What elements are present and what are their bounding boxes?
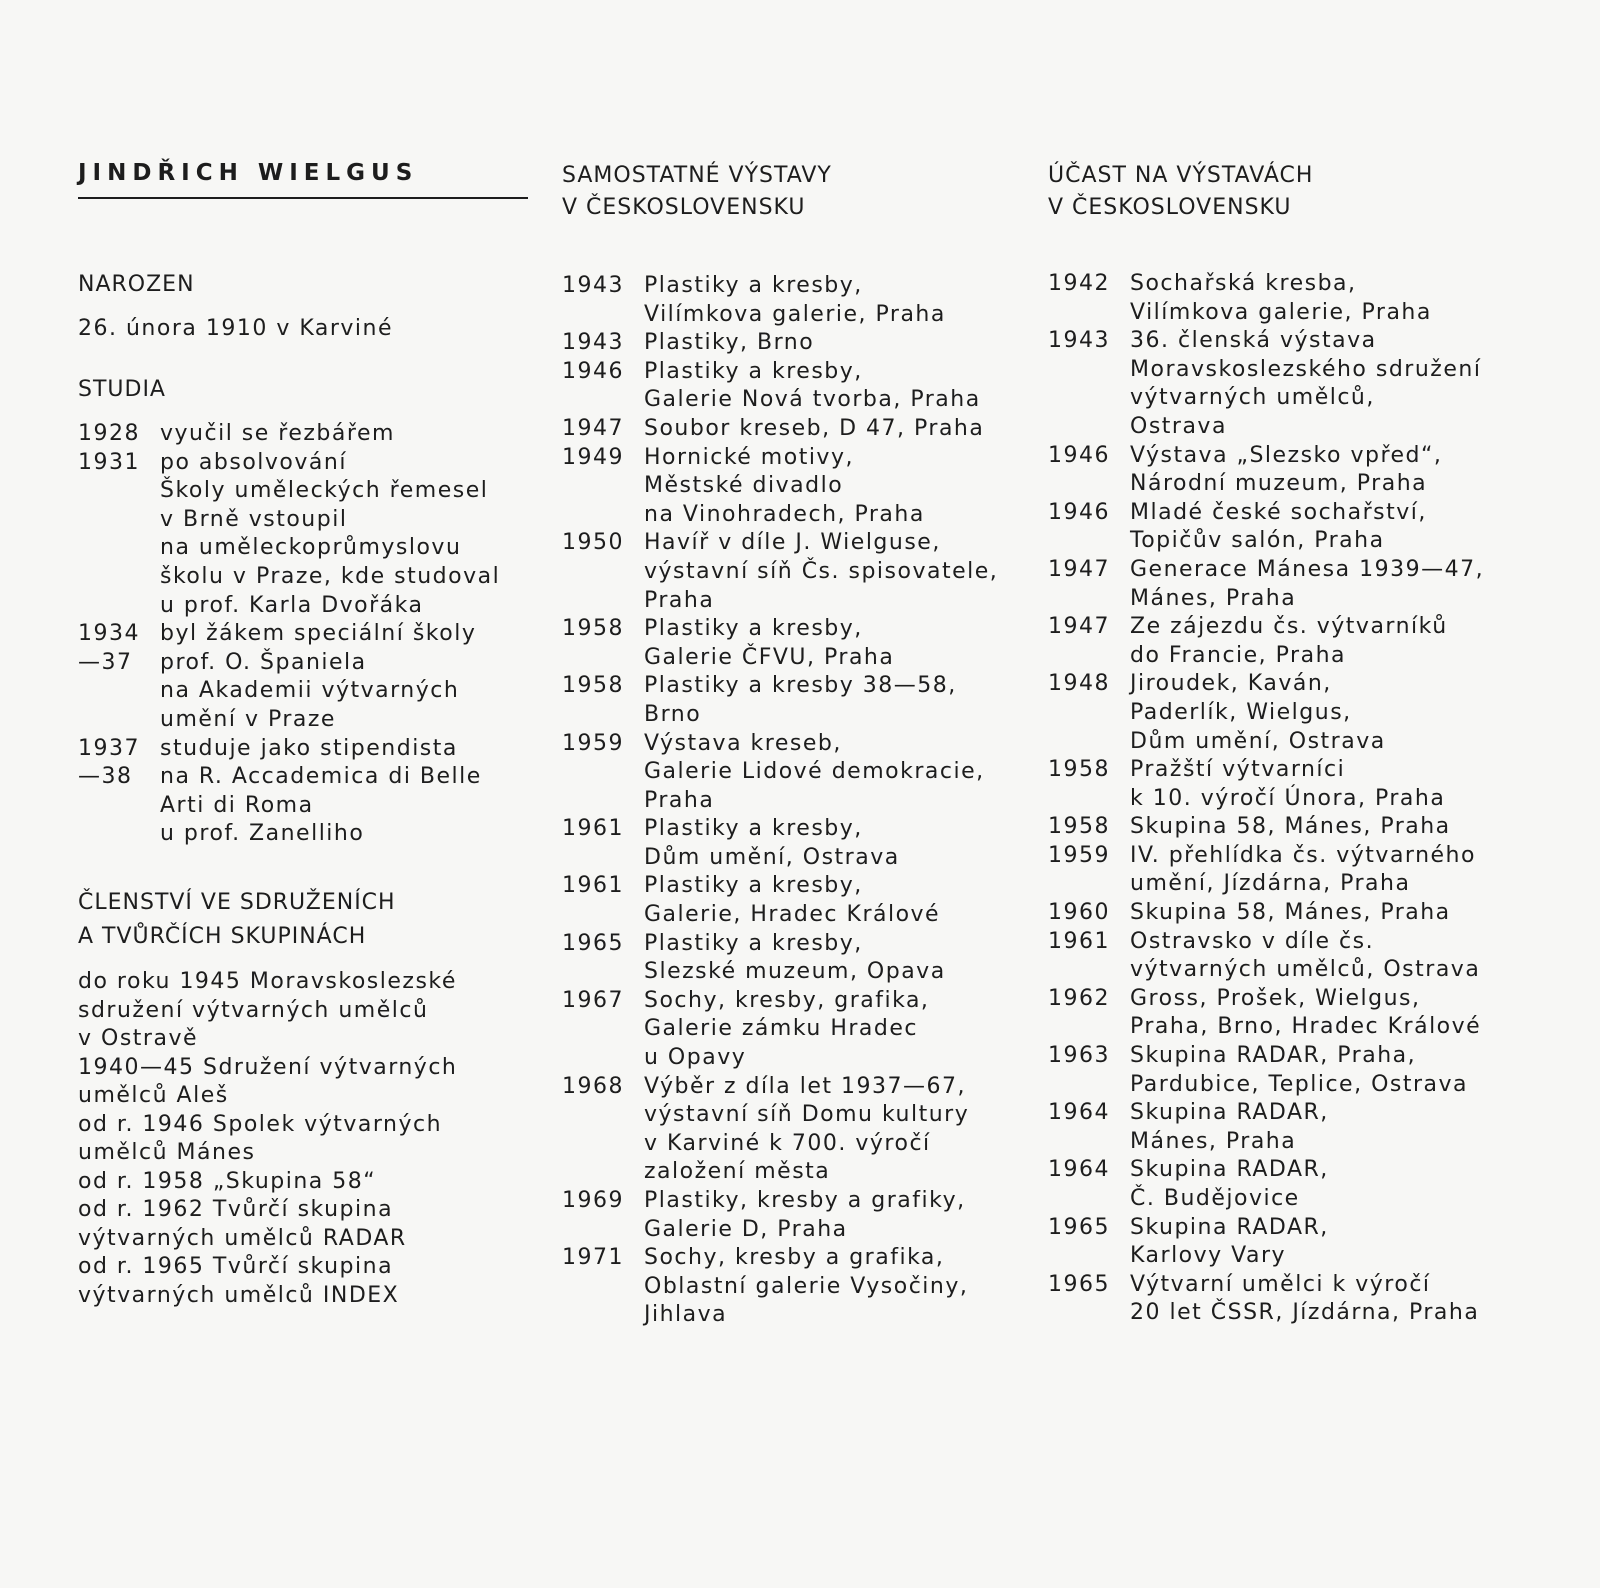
entry-line: Karlovy Vary <box>1130 1243 1287 1269</box>
entry-year: 1947 <box>1048 614 1110 640</box>
entry-year: 1958 <box>1048 814 1110 840</box>
entry-text <box>160 620 476 649</box>
entry-text <box>644 815 900 872</box>
entry-line: Galerie, Hradec Králové <box>644 902 941 928</box>
entry-line: Pardubice, Teplice, Ostrava <box>1130 1071 1468 1097</box>
entry-line: Moravskoslezského sdružení <box>1130 356 1482 382</box>
entry-year: 1959 <box>1048 842 1110 868</box>
solo-heading-line1: SAMOSTATNÉ VÝSTAVY <box>562 163 832 188</box>
entry-year: 1958 <box>562 616 624 642</box>
entry-line: Praha <box>644 587 715 613</box>
entry-text <box>1130 756 1445 813</box>
entry-line: u Opavy <box>644 1045 747 1071</box>
entry-year: 1965 <box>1048 1214 1110 1240</box>
entry-line: Pražští výtvarníci <box>1130 757 1346 783</box>
artist-name: JINDŘICH WIELGUS <box>78 160 419 186</box>
entry-text <box>644 329 814 358</box>
entry-year: 1960 <box>1048 900 1110 926</box>
entry-year: 1958 <box>1048 757 1110 783</box>
entry-line: Vilímkova galerie, Praha <box>644 301 946 327</box>
entry-line: prof. O. Španiela <box>160 649 367 675</box>
entry-line: u prof. Zanelliho <box>160 821 365 847</box>
solo-exhibition-entry <box>562 872 998 929</box>
group-exhibition-entry <box>1048 928 1484 985</box>
entry-year: 1943 <box>562 330 624 356</box>
membership-line: v Ostravě <box>78 1026 198 1051</box>
membership-line: sdružení výtvarných umělců <box>78 997 429 1023</box>
entry-line: Skupina 58, Mánes, Praha <box>1130 814 1451 840</box>
entry-text <box>644 529 998 615</box>
group-exhibition-entry <box>1048 442 1484 499</box>
entry-line: Sochy, kresby, grafika, <box>644 987 930 1013</box>
solo-exhibition-entry <box>562 358 998 415</box>
group-exhibition-entry <box>1048 1214 1484 1271</box>
entry-line: Soubor kreseb, D 47, Praha <box>644 415 985 441</box>
solo-exhibition-entry <box>562 272 998 329</box>
group-exhibition-entry <box>1048 1156 1484 1213</box>
group-exhibitions-list <box>1048 270 1484 1328</box>
entry-line: umění v Praze <box>160 706 336 732</box>
entry-line: Skupina 58, Mánes, Praha <box>1130 900 1451 926</box>
entry-text <box>1130 442 1442 499</box>
entry-text <box>644 358 981 415</box>
study-entry <box>78 649 500 735</box>
entry-line: Plastiky, Brno <box>644 330 815 356</box>
solo-exhibition-entry <box>562 415 998 444</box>
entry-line: Plastiky a kresby, <box>644 873 863 899</box>
group-exhibition-entry <box>1048 670 1484 756</box>
entry-line: Skupina RADAR, <box>1130 1100 1329 1126</box>
membership-line: 1940—45 Sdružení výtvarných <box>78 1054 458 1080</box>
entry-text <box>1130 270 1432 327</box>
group-exhibition-entry <box>1048 756 1484 813</box>
entry-line: Dům umění, Ostrava <box>644 844 900 870</box>
entry-year: 1948 <box>1048 671 1110 697</box>
solo-exhibition-entry <box>562 529 998 615</box>
entry-line: Plastiky a kresby, <box>644 616 863 642</box>
entry-line: v Brně vstoupil <box>160 506 348 532</box>
entry-text <box>644 1073 969 1187</box>
group-exhibition-entry <box>1048 613 1484 670</box>
entry-text <box>644 272 946 329</box>
entry-year: 1928 <box>78 421 140 446</box>
group-exhibition-entry <box>1048 1271 1484 1328</box>
entry-year: 1942 <box>1048 271 1110 296</box>
entry-year: 1943 <box>562 273 624 298</box>
entry-line: Galerie ČFVU, Praha <box>644 644 895 670</box>
entry-line: Plastiky a kresby 38—58, <box>644 673 957 699</box>
entry-line: Skupina RADAR, Praha, <box>1130 1043 1417 1069</box>
entry-line: Plastiky, kresby a grafiky, <box>644 1188 966 1213</box>
entry-line: byl žákem speciální školy <box>160 621 477 647</box>
entry-year: 1967 <box>562 987 624 1013</box>
entry-text <box>160 649 459 735</box>
entry-line: Havíř v díle J. Wielguse, <box>644 530 941 556</box>
entry-year: —38 <box>78 764 133 790</box>
entry-line: na R. Accademica di Belle <box>160 764 482 790</box>
entry-line: Generace Mánesa 1939—47, <box>1130 556 1485 582</box>
born-label: NAROZEN <box>78 272 195 297</box>
solo-exhibition-entry <box>562 1187 998 1244</box>
group-exhibition-entry <box>1048 842 1484 899</box>
entry-year: 1958 <box>562 673 624 699</box>
solo-exhibition-entry <box>562 930 998 987</box>
entry-year: 1971 <box>562 1245 624 1271</box>
study-entry <box>78 620 500 649</box>
membership-line: od r. 1965 Tvůrčí skupina <box>78 1254 394 1279</box>
studies-list <box>78 420 500 849</box>
entry-text <box>644 1244 968 1330</box>
entry-year: 1961 <box>1048 928 1110 954</box>
entry-year: 1946 <box>562 358 624 384</box>
entry-line: Jiroudek, Kaván, <box>1130 671 1332 697</box>
entry-text <box>1130 499 1427 556</box>
membership-label-line2: A TVŮRČÍCH SKUPINÁCH <box>78 924 367 949</box>
entry-line: Plastiky a kresby, <box>644 358 863 384</box>
group-exhibition-entry <box>1048 499 1484 556</box>
entry-year: 1962 <box>1048 985 1110 1011</box>
entry-line: Galerie Lidové demokracie, <box>644 759 985 785</box>
solo-exhibitions-heading <box>562 160 832 224</box>
entry-year: 1961 <box>562 873 624 899</box>
entry-line: Arti di Roma <box>160 792 314 818</box>
entry-line: vyučil se řezbářem <box>160 421 395 446</box>
entry-line: do Francie, Praha <box>1130 642 1347 668</box>
entry-line: Skupina RADAR, <box>1130 1214 1329 1240</box>
entry-line: k 10. výročí Února, Praha <box>1130 785 1446 811</box>
entry-line: založení města <box>644 1159 831 1185</box>
entry-year: 1964 <box>1048 1100 1110 1126</box>
entry-text <box>644 415 984 444</box>
entry-year: 1965 <box>562 930 624 956</box>
solo-exhibition-entry <box>562 815 998 872</box>
solo-exhibitions-list <box>562 272 998 1330</box>
solo-exhibition-entry <box>562 672 998 729</box>
entry-text <box>1130 670 1386 756</box>
entry-line: umění, Jízdárna, Praha <box>1130 871 1411 897</box>
entry-line: Mladé české sochařství, <box>1130 499 1427 525</box>
entry-year: 1963 <box>1048 1043 1110 1069</box>
entry-text <box>1130 1156 1329 1213</box>
entry-line: studuje jako stipendista <box>160 735 458 761</box>
entry-text <box>1130 928 1480 985</box>
entry-text <box>644 444 925 530</box>
solo-exhibition-entry <box>562 987 998 1073</box>
entry-text <box>644 672 957 729</box>
entry-line: Galerie D, Praha <box>644 1216 848 1242</box>
entry-line: Mánes, Praha <box>1130 585 1297 611</box>
membership-line: od r. 1958 „Skupina 58“ <box>78 1168 377 1194</box>
solo-exhibition-entry <box>562 329 998 358</box>
entry-year: 1965 <box>1048 1271 1110 1297</box>
entry-line: Oblastní galerie Vysočiny, <box>644 1273 969 1299</box>
entry-text <box>644 872 940 929</box>
entry-text <box>1130 813 1451 842</box>
entry-year: 1943 <box>1048 328 1110 354</box>
solo-exhibition-entry <box>562 1244 998 1330</box>
name-underline <box>78 197 528 199</box>
group-exhibition-entry <box>1048 556 1484 613</box>
entry-line: v Karviné k 700. výročí <box>644 1130 931 1156</box>
entry-line: Topičův salón, Praha <box>1130 528 1385 554</box>
entry-text <box>644 730 985 816</box>
entry-line: výtvarných umělců, Ostrava <box>1130 957 1481 983</box>
entry-line: výstavní síň Domu kultury <box>644 1102 970 1128</box>
entry-line: na uměleckoprůmyslovu <box>160 535 462 561</box>
entry-line: Mánes, Praha <box>1130 1128 1297 1154</box>
entry-line: Jihlava <box>644 1302 728 1328</box>
study-entry <box>78 420 500 449</box>
solo-exhibition-entry <box>562 730 998 816</box>
entry-line: IV. přehlídka čs. výtvarného <box>1130 842 1476 868</box>
entry-text <box>160 735 458 764</box>
entry-line: Městské divadlo <box>644 473 844 499</box>
entry-line: na Vinohradech, Praha <box>644 501 925 527</box>
entry-text <box>644 1187 966 1244</box>
group-heading-line1: ÚČAST NA VÝSTAVÁCH <box>1048 163 1314 188</box>
entry-year: 1950 <box>562 530 624 556</box>
entry-line: Slezské muzeum, Opava <box>644 959 946 985</box>
entry-text <box>1130 842 1476 899</box>
entry-line: Gross, Prošek, Wielgus, <box>1130 985 1421 1011</box>
entry-text <box>1130 556 1484 613</box>
entry-text <box>1130 1042 1468 1099</box>
entry-year: 1946 <box>1048 499 1110 525</box>
entry-line: po absolvování <box>160 449 347 475</box>
entry-line: výtvarných umělců, <box>1130 385 1375 411</box>
group-exhibition-entry <box>1048 1099 1484 1156</box>
group-exhibition-entry <box>1048 813 1484 842</box>
entry-line: Plastiky a kresby, <box>644 930 863 956</box>
entry-year: —37 <box>78 649 133 675</box>
entry-line: Ostrava <box>1130 413 1227 439</box>
entry-year: 1946 <box>1048 442 1110 468</box>
group-heading-line2: V ČESKOSLOVENSKU <box>1048 195 1292 220</box>
entry-year: 1961 <box>562 816 624 842</box>
entry-year: 1934 <box>78 621 140 647</box>
entry-line: Výběr z díla let 1937—67, <box>644 1073 966 1099</box>
entry-line: Praha, Brno, Hradec Králové <box>1130 1014 1482 1040</box>
entry-line: na Akademii výtvarných <box>160 678 460 704</box>
entry-line: Č. Budějovice <box>1130 1186 1300 1211</box>
entry-line: výstavní síň Čs. spisovatele, <box>644 558 999 584</box>
entry-line: 20 let ČSSR, Jízdárna, Praha <box>1130 1300 1480 1326</box>
entry-line: Výtvarní umělci k výročí <box>1130 1271 1431 1297</box>
entry-year: 1937 <box>78 735 140 761</box>
entry-line: Národní muzeum, Praha <box>1130 471 1428 497</box>
solo-exhibition-entry <box>562 444 998 530</box>
group-exhibitions-heading <box>1048 160 1313 224</box>
solo-exhibition-entry <box>562 1073 998 1187</box>
group-exhibition-entry <box>1048 899 1484 928</box>
study-entry <box>78 449 500 621</box>
entry-year: 1964 <box>1048 1157 1110 1183</box>
membership-list <box>78 968 457 1310</box>
entry-line: 36. členská výstava <box>1130 328 1377 354</box>
entry-text <box>1130 899 1451 928</box>
born-text: 26. února 1910 v Karviné <box>78 316 394 341</box>
entry-line: Vilímkova galerie, Praha <box>1130 299 1432 325</box>
entry-text <box>160 420 395 449</box>
membership-label-line1: ČLENSTVÍ VE SDRUŽENÍCH <box>78 890 396 915</box>
entry-text <box>644 615 894 672</box>
membership-line: umělců Mánes <box>78 1140 256 1165</box>
entry-line: Plastiky a kresby, <box>644 816 863 842</box>
study-entry <box>78 763 500 849</box>
entry-line: Skupina RADAR, <box>1130 1157 1329 1183</box>
group-exhibition-entry <box>1048 327 1484 441</box>
entry-year: 1968 <box>562 1073 624 1099</box>
entry-line: Galerie Nová tvorba, Praha <box>644 387 981 413</box>
entry-year: 1947 <box>1048 556 1110 582</box>
entry-line: Sochy, kresby a grafika, <box>644 1245 945 1271</box>
entry-year: 1949 <box>562 444 624 470</box>
group-exhibition-entry <box>1048 270 1484 327</box>
membership-line: výtvarných umělců RADAR <box>78 1225 407 1251</box>
study-entry <box>78 735 500 764</box>
entry-line: Plastiky a kresby, <box>644 273 863 298</box>
membership-line: umělců Aleš <box>78 1083 229 1108</box>
membership-line: výtvarných umělců INDEX <box>78 1282 400 1308</box>
entry-text <box>1130 1271 1479 1328</box>
entry-line: u prof. Karla Dvořáka <box>160 592 424 618</box>
group-exhibition-entry <box>1048 985 1484 1042</box>
entry-year: 1959 <box>562 730 624 756</box>
solo-exhibition-entry <box>562 615 998 672</box>
group-exhibition-entry <box>1048 1042 1484 1099</box>
entry-line: Výstava kreseb, <box>644 730 842 756</box>
entry-line: Praha <box>644 787 715 813</box>
entry-line: Galerie zámku Hradec <box>644 1016 918 1042</box>
solo-heading-line2: V ČESKOSLOVENSKU <box>562 195 806 220</box>
entry-text <box>160 763 482 849</box>
entry-text <box>1130 613 1448 670</box>
entry-text <box>160 449 500 621</box>
entry-text <box>1130 1099 1329 1156</box>
entry-line: Ostravsko v díle čs. <box>1130 928 1375 954</box>
entry-text <box>1130 327 1481 441</box>
entry-text <box>644 987 929 1073</box>
entry-year: 1969 <box>562 1188 624 1213</box>
entry-line: Ze zájezdu čs. výtvarníků <box>1130 614 1448 640</box>
entry-line: Paderlík, Wielgus, <box>1130 699 1352 725</box>
entry-year: 1931 <box>78 449 140 475</box>
entry-line: Výstava „Slezsko vpřed“, <box>1130 442 1443 468</box>
entry-line: Sochařská kresba, <box>1130 271 1357 296</box>
entry-line: Brno <box>644 701 702 727</box>
studies-label: STUDIA <box>78 377 166 402</box>
entry-line: Dům umění, Ostrava <box>1130 728 1386 754</box>
entry-text <box>1130 1214 1329 1271</box>
entry-text <box>1130 985 1481 1042</box>
membership-line: od r. 1962 Tvůrčí skupina <box>78 1197 394 1222</box>
membership-line: od r. 1946 Spolek výtvarných <box>78 1111 443 1137</box>
entry-line: Školy uměleckých řemesel <box>160 478 489 504</box>
entry-line: školu v Praze, kde studoval <box>160 563 501 589</box>
membership-line: do roku 1945 Moravskoslezské <box>78 969 457 994</box>
entry-text <box>644 930 946 987</box>
entry-line: Hornické motivy, <box>644 444 854 470</box>
entry-year: 1947 <box>562 415 624 441</box>
